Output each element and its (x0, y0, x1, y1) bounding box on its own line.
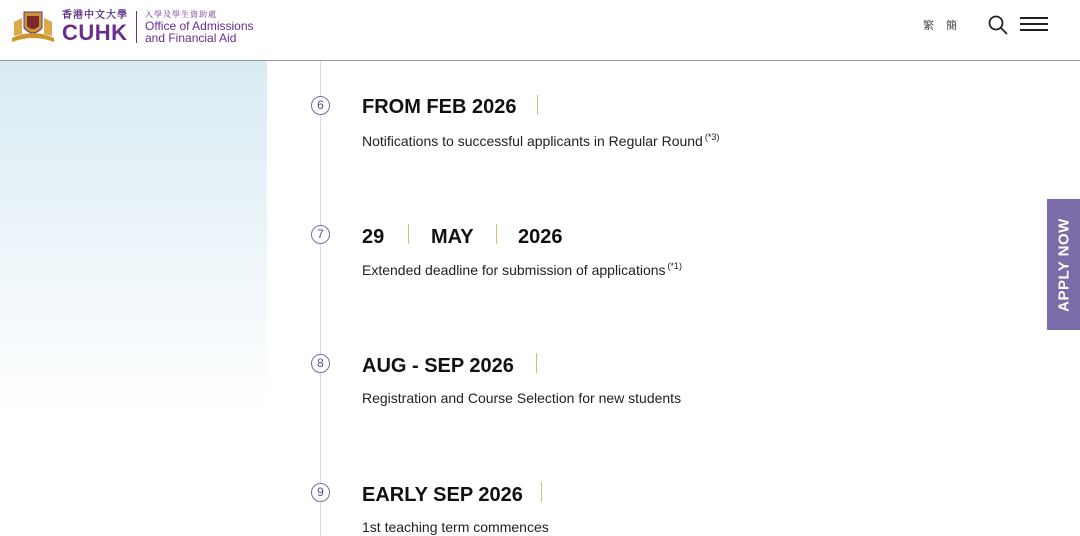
cuhk-logo[interactable] (10, 8, 254, 46)
apply-now-button[interactable] (1047, 199, 1080, 330)
step-description-text: Notifications to successful applicants in Regular Round (362, 133, 703, 149)
search-icon[interactable] (988, 15, 1008, 35)
step-number: 7 (311, 225, 330, 244)
step-description (362, 132, 719, 149)
step-description (362, 390, 681, 406)
logo-zh: 香港中文大學 (62, 10, 128, 21)
logo-en: CUHK (62, 20, 128, 45)
logo-divider (136, 11, 137, 43)
timeline-line (320, 61, 321, 536)
footnote-ref: (*1) (667, 261, 683, 271)
step-description-text: Registration and Course Selection for new students (362, 390, 682, 406)
date-separator (496, 224, 497, 244)
title-accent-bar (536, 353, 537, 373)
step-title: AUG - SEP 2026 (362, 355, 514, 377)
date-day: 29 (362, 226, 385, 248)
date-separator (408, 224, 409, 244)
office-en-line1: Office of Admissions (145, 19, 254, 33)
step-description-text: 1st teaching term commences (362, 519, 549, 535)
lang-traditional-link[interactable]: 繁 (923, 20, 934, 32)
footnote-ref: (*3) (704, 132, 720, 142)
site-header (0, 0, 1080, 61)
office-name (145, 10, 254, 44)
step-description (362, 261, 682, 278)
step-number: 9 (311, 483, 330, 502)
left-gradient-panel (0, 61, 267, 536)
logo-cuhk-text (62, 10, 128, 44)
lang-simplified-link[interactable]: 簡 (946, 20, 957, 32)
office-en-line2: and Financial Aid (145, 31, 237, 45)
step-number: 6 (311, 96, 330, 115)
cuhk-crest-icon (10, 8, 56, 46)
date-month: MAY (431, 226, 474, 248)
step-description-text: Extended deadline for submission of applications (362, 262, 666, 278)
step-number: 8 (311, 354, 330, 373)
title-accent-bar (541, 482, 542, 502)
step-title: EARLY SEP 2026 (362, 484, 523, 506)
hamburger-menu-icon[interactable] (1020, 17, 1048, 33)
step-description (362, 519, 549, 535)
title-accent-bar (537, 95, 538, 115)
date-year: 2026 (518, 226, 563, 248)
apply-now-label: APPLY NOW (1055, 217, 1072, 312)
office-zh: 入學及學生資助處 (145, 10, 217, 19)
step-title: FROM FEB 2026 (362, 96, 517, 118)
